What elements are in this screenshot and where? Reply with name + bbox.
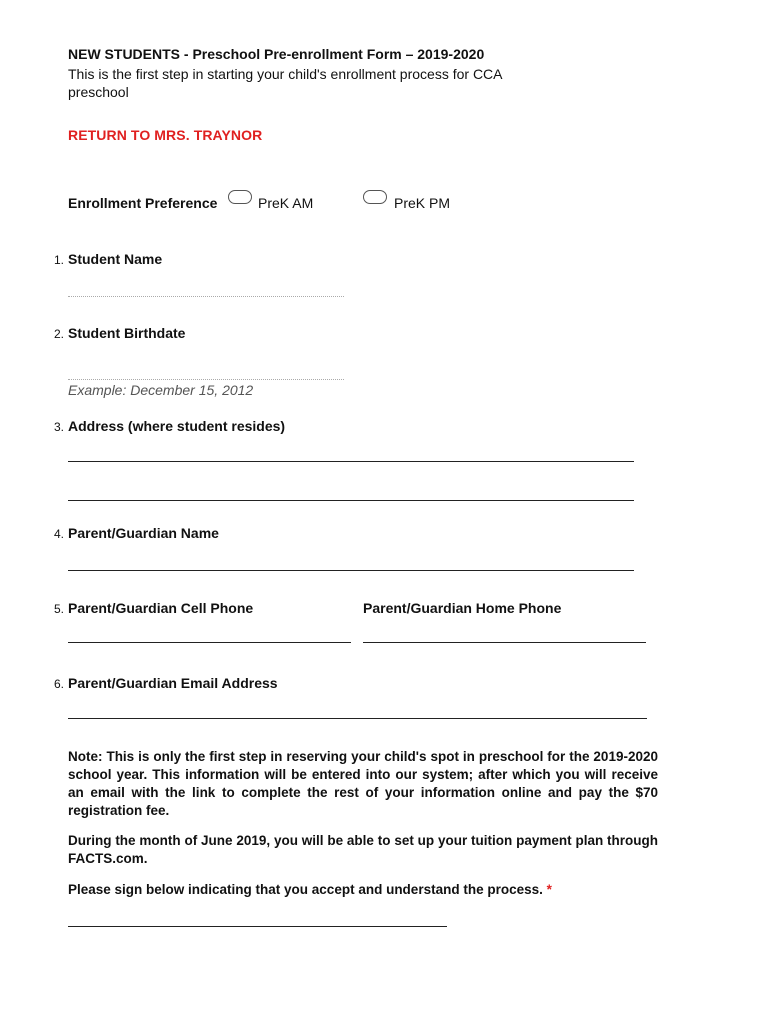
home-phone-field[interactable]	[363, 642, 646, 643]
required-asterisk: *	[546, 882, 552, 897]
home-phone-label: Parent/Guardian Home Phone	[363, 600, 562, 616]
address-line-1[interactable]	[68, 461, 634, 462]
prek-am-label: PreK AM	[258, 195, 314, 211]
email-label: Parent/Guardian Email Address	[68, 675, 278, 691]
prek-am-radio[interactable]	[228, 190, 252, 204]
signature-prompt	[68, 881, 658, 899]
form-subtitle: This is the first step in starting your child's enrollment process for CCA preschool	[68, 66, 502, 100]
enrollment-preference-label: Enrollment Preference	[68, 195, 218, 211]
address-line-2[interactable]	[68, 500, 634, 501]
enrollment-note: Note: This is only the first step in reserving your child's spot in preschool for the 2019-2020 school year. This information will be entered into our system; after which you will receive an email with the link to complete the rest of your information online and pay the $70 registration fee.	[68, 749, 658, 818]
birthdate-example: Example: December 15, 2012	[68, 382, 254, 398]
field-number: 2.	[54, 327, 65, 341]
field-number: 6.	[54, 677, 65, 691]
student-name-field[interactable]	[68, 296, 344, 297]
return-instruction: RETURN TO MRS. TRAYNOR	[68, 127, 263, 143]
prek-pm-radio[interactable]	[363, 190, 387, 204]
cell-phone-label: Parent/Guardian Cell Phone	[68, 600, 254, 616]
signature-prompt-text: Please sign below indicating that you accept and understand the process.	[68, 882, 543, 897]
student-name-label: Student Name	[68, 251, 163, 267]
parent-name-label: Parent/Guardian Name	[68, 525, 219, 541]
parent-name-field[interactable]	[68, 570, 634, 571]
prek-pm-label: PreK PM	[394, 195, 451, 211]
email-field[interactable]	[68, 718, 647, 719]
address-label: Address (where student resides)	[68, 418, 286, 434]
signature-field[interactable]	[68, 926, 447, 927]
field-number: 5.	[54, 602, 65, 616]
field-number: 3.	[54, 420, 65, 434]
student-birthdate-field[interactable]	[68, 379, 344, 380]
field-number: 1.	[54, 253, 65, 267]
field-number: 4.	[54, 527, 65, 541]
payment-plan-note: During the month of June 2019, you will be able to set up your tuition payment plan through FACTS.com.	[68, 833, 658, 866]
student-birthdate-label: Student Birthdate	[68, 325, 186, 341]
form-title: NEW STUDENTS - Preschool Pre-enrollment Form – 2019-2020	[68, 46, 485, 62]
cell-phone-field[interactable]	[68, 642, 351, 643]
